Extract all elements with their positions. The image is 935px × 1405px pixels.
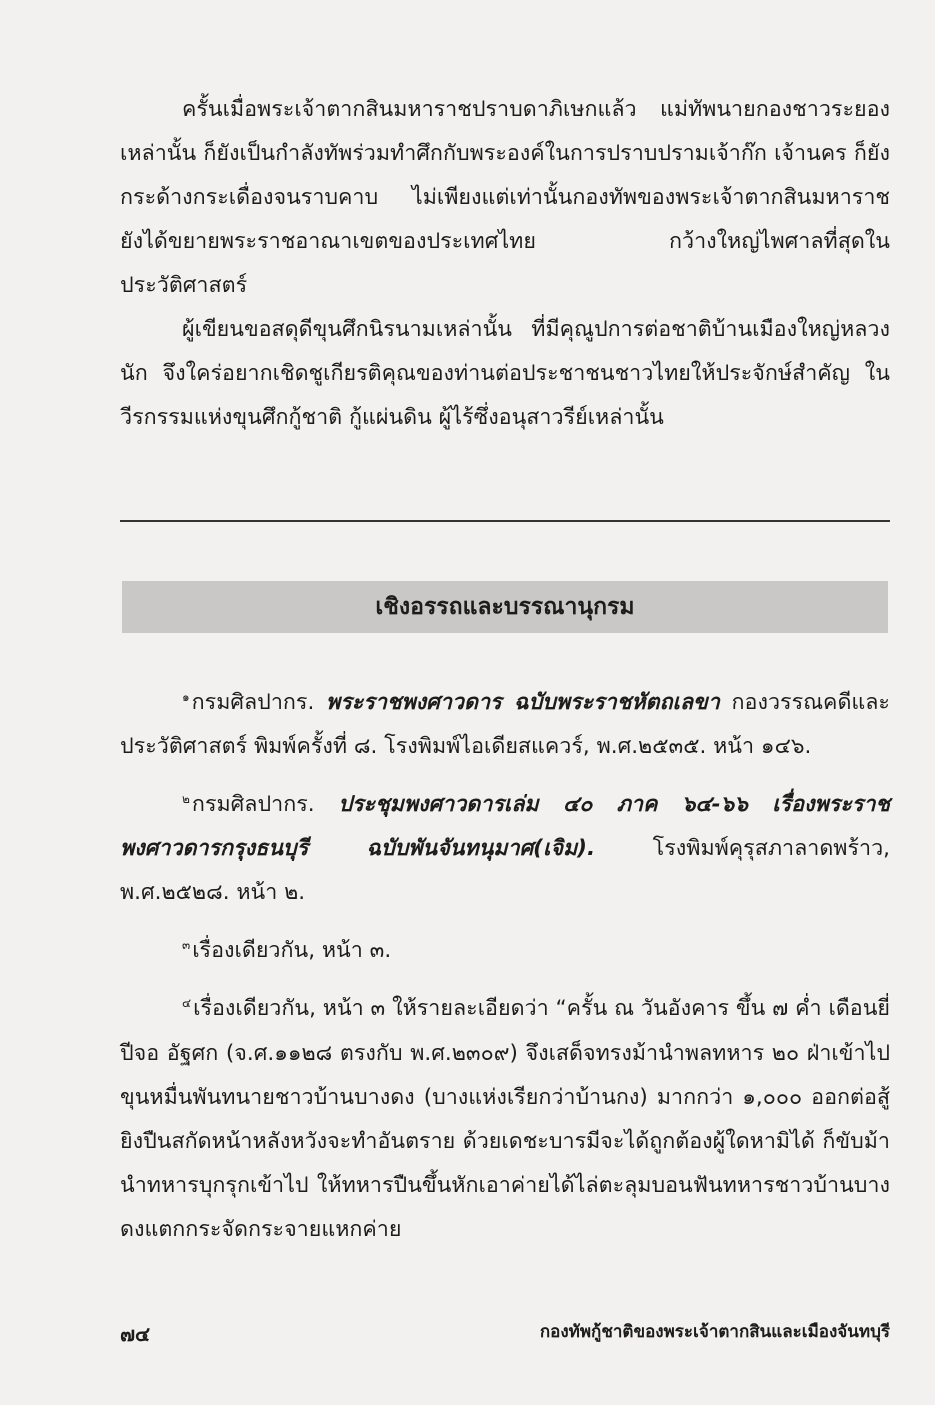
footnote-1 xyxy=(120,675,890,769)
intro-section xyxy=(120,88,890,440)
footnote-title: พระราชพงศาวดาร ฉบับพระราชหัตถเลขา xyxy=(326,690,720,716)
footnotes-list xyxy=(120,675,890,1252)
footnote-author: กรมศิลปากร. xyxy=(191,792,315,818)
footnote-details: โรงพิมพ์คุรุสภาลาดพร้าว, พ.ศ.๒๕๒๘. หน้า ๒. xyxy=(120,836,890,906)
footnote-3 xyxy=(120,923,890,973)
footnote-4 xyxy=(120,981,890,1251)
footnote-number: ๓ xyxy=(182,938,191,953)
section-divider xyxy=(120,520,890,522)
footnote-title: ประชุมพงศาวดารเล่ม ๔๐ ภาค ๖๔-๖๖ เรื่องพระราชพงศาวดารกรุงธนบุรี ฉบับพันจันทนุมาศ(เจิม). xyxy=(120,792,890,862)
page-number: ๗๔ xyxy=(120,1322,151,1346)
footnote-number: ๑ xyxy=(182,690,190,704)
footnote-number: ๔ xyxy=(182,996,192,1011)
footnote-details: กองวรรณคดีและประวัติศาสตร์ พิมพ์ครั้งที่ ๘. โรงพิมพ์ไอเดียสแควร์, พ.ศ.๒๕๓๕. หน้า ๑๔๖. xyxy=(120,690,890,760)
running-footer-title: กองทัพกู้ชาติของพระเจ้าตากสินและเมืองจันทบุรี xyxy=(539,1322,890,1342)
footnote-details: เรื่องเดียวกัน, หน้า ๓. xyxy=(192,938,392,964)
intro-paragraph-2: ผู้เขียนขอสดุดีขุนศึกนิรนามเหล่านั้น ที่มีคุณูปการต่อชาติบ้านเมืองใหญ่หลวงนัก จึงใคร่อยากเชิดชูเกียรติคุณของท่านต่อประชาชนชาวไทยให้ประจักษ์สำคัญ ในวีรกรรมแห่งขุนศึกกู้ชาติ กู้แผ่นดิน ผู้ไร้ซึ่งอนุสาวรีย์เหล่านั้น xyxy=(120,317,890,430)
footnote-number: ๒ xyxy=(182,792,190,807)
intro-paragraph-1: ครั้นเมื่อพระเจ้าตากสินมหาราชปราบดาภิเษกแล้ว แม่ทัพนายกองชาวระยองเหล่านั้น ก็ยังเป็นกำลังทัพร่วมทำศึกกับพระองค์ในการปราบปรามเจ้าก๊ก เจ้านคร ก็ยังกระด้างกระเดื่องจนราบคาบ ไม่เพียงแต่เท่านั้นกองทัพของพระเจ้าตากสินมหาราช ยังได้ขยายพระราชอาณาเขตของประเทศไทย กว้างใหญ่ไพศาลที่สุดในประวัติศาสตร์ xyxy=(120,97,890,298)
footnote-2 xyxy=(120,777,890,915)
footnote-details: เรื่องเดียวกัน, หน้า ๓ ให้รายละเอียดว่า “ครั้น ณ วันอังคาร ขึ้น ๗ ค่ำ เดือนยี่ ปีจอ อัฐศก (จ.ศ.๑๑๒๘ ตรงกับ พ.ศ.๒๓๐๙) จึงเสด็จทรงม้านำพลทหาร ๒๐ ฝ่าเข้าไป ขุนหมื่นพันทนายชาวบ้านบางดง (บางแห่งเรียกว่าบ้านกง) มากกว่า ๑,๐๐๐ ออกต่อสู้ยิงปืนสกัดหน้าหลังหวังจะทำอันตราย ด้วยเดชะบารมีจะได้ถูกต้องผู้ใดหามิได้ ก็ขับม้านำทหารบุกรุกเข้าไป ให้ทหารปืนขึ้นหักเอาค่ายได้ไล่ตะลุมบอนฟันทหารชาวบ้านบางดงแตกกระจัดกระจายแหกค่าย xyxy=(120,996,890,1242)
footnote-author: กรมศิลปากร. xyxy=(191,690,315,716)
section-heading: เชิงอรรถและบรรณานุกรม xyxy=(375,594,635,620)
